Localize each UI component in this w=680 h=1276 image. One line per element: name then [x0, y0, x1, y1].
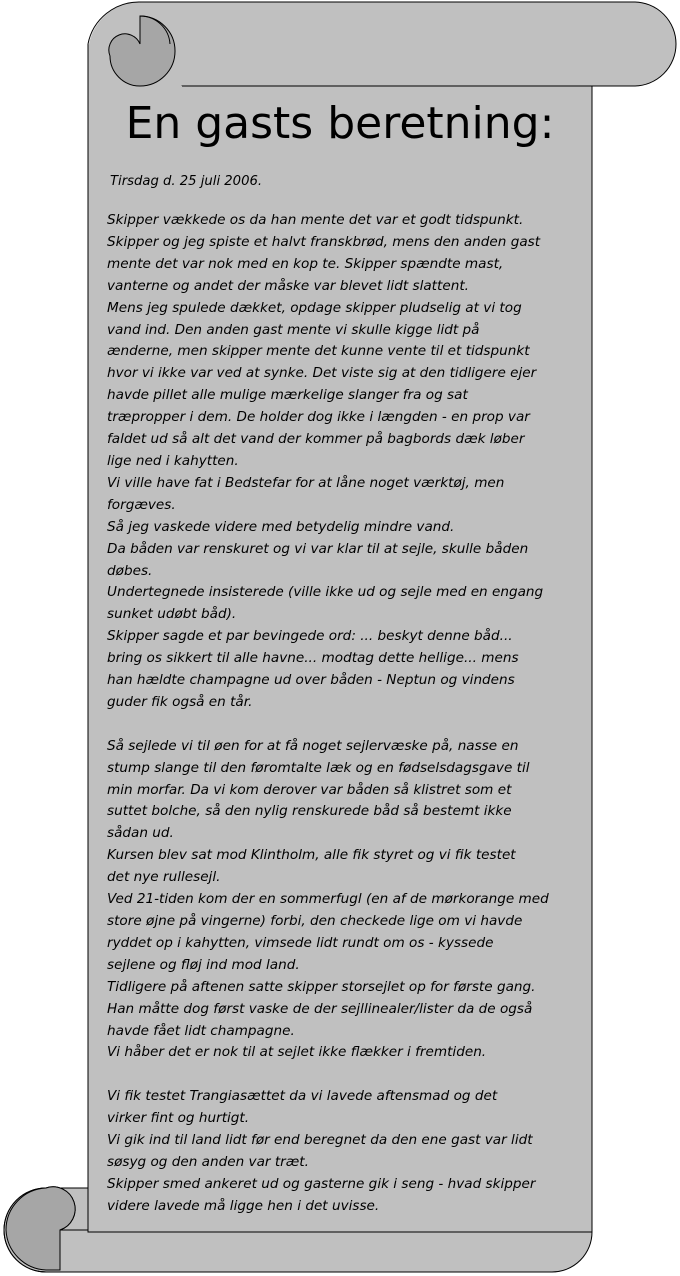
document-title: En gasts beretning: [125, 98, 555, 149]
body-line: Da båden var renskuret og vi var klar til at sejle, skulle båden [107, 540, 529, 557]
body-line: døbes. [107, 562, 153, 579]
body-line: vanterne og andet der måske var blevet lidt slattent. [107, 277, 469, 294]
body-line: sejlene og fløj ind mod land. [107, 956, 300, 973]
body-line: ænderne, men skipper mente det kunne vente til et tidspunkt [107, 343, 530, 360]
scroll-top-roll [114, 2, 676, 91]
body-line: Mens jeg spulede dækket, opdage skipper pludselig at vi tog [107, 299, 522, 316]
body-paragraph [107, 210, 583, 714]
body-line: han hældte champagne ud over båden - Neptun og vindens [107, 672, 515, 689]
body-line: havde fået lidt champagne. [107, 1022, 295, 1039]
body-line: ryddet op i kahytten, vimsede lidt rundt om os - kyssede [107, 934, 494, 951]
body-line: videre lavede må ligge hen i det uvisse. [107, 1197, 380, 1214]
body-line: Tidligere på aftenen satte skipper storsejlet op for første gang. [107, 978, 536, 995]
body-line: mente det var nok med en kop te. Skipper spændte mast, [107, 255, 504, 272]
body-line: bring os sikkert til alle havne... modtag dette hellige... mens [107, 650, 519, 667]
document-body [107, 210, 583, 1240]
body-line: Skipper smed ankeret ud og gasterne gik i seng - hvad skipper [107, 1175, 536, 1192]
body-line: Undertegnede insisterede (ville ikke ud og sejle med en engang [107, 584, 544, 601]
body-line: Vi gik ind til land lidt før end beregnet da den ene gast var lidt [107, 1132, 533, 1149]
body-line: Skipper vækkede os da han mente det var et godt tidspunkt. [107, 212, 524, 228]
body-paragraph [107, 1086, 583, 1217]
body-line: suttet bolche, så den nylig renskurede båd så bestemt ikke [107, 803, 512, 820]
body-line: Vi ville have fat i Bedstefar for at låne noget værktøj, men [107, 474, 505, 491]
body-line: Vi håber det er nok til at sejlet ikke flækker i fremtiden. [107, 1044, 487, 1061]
body-line: det nye rullesejl. [107, 869, 221, 886]
body-line: virker fint og hurtigt. [107, 1110, 250, 1127]
body-line: havde pillet alle mulige mærkelige slanger fra og sat [107, 387, 468, 404]
body-line: sunket udøbt båd). [107, 606, 237, 623]
body-line: min morfar. Da vi kom derover var båden så klistret som et [107, 781, 512, 798]
body-line: Så jeg vaskede videre med betydelig mindre vand. [107, 518, 455, 535]
body-line: lige ned i kahytten. [107, 452, 239, 469]
body-paragraph [107, 736, 583, 1065]
body-line: Vi fik testet Trangiasættet da vi lavede aftensmad og det [107, 1088, 498, 1105]
document-date: Tirsdag d. 25 juli 2006. [110, 174, 263, 189]
body-line: vand ind. Den anden gast mente vi skulle kigge lidt på [107, 321, 480, 338]
body-line: store øjne på vingerne) forbi, den checkede lige om vi havde [107, 912, 523, 929]
body-line: guder fik også en tår. [107, 693, 253, 710]
body-line: Ved 21-tiden kom der en sommerfugl (en af de mørkorange med [107, 891, 549, 908]
body-line: søsyg og den anden var træt. [107, 1153, 309, 1170]
body-line: Han måtte dog først vaske de der sejllinealer/lister da de også [107, 1000, 533, 1017]
body-line: hvor vi ikke var ved at synke. Det viste sig at den tidligere ejer [107, 365, 537, 382]
body-line: forgæves. [107, 496, 176, 513]
body-line: Så sejlede vi til øen for at få noget sejlervæske på, nasse en [107, 737, 519, 754]
body-line: faldet ud så alt det vand der kommer på bagbords dæk løber [107, 431, 525, 448]
body-line: Kursen blev sat mod Klintholm, alle fik styret og vi fik testet [107, 847, 516, 864]
body-line: Skipper sagde et par bevingede ord: ... beskyt denne båd... [107, 628, 513, 645]
body-line: stump slange til den føromtalte læk og en fødselsdagsgave til [107, 759, 530, 776]
body-line: sådan ud. [107, 825, 174, 842]
body-line: Skipper og jeg spiste et halvt franskbrød, mens den anden gast [107, 233, 541, 250]
body-line: træpropper i dem. De holder dog ikke i længden - en prop var [107, 409, 530, 426]
